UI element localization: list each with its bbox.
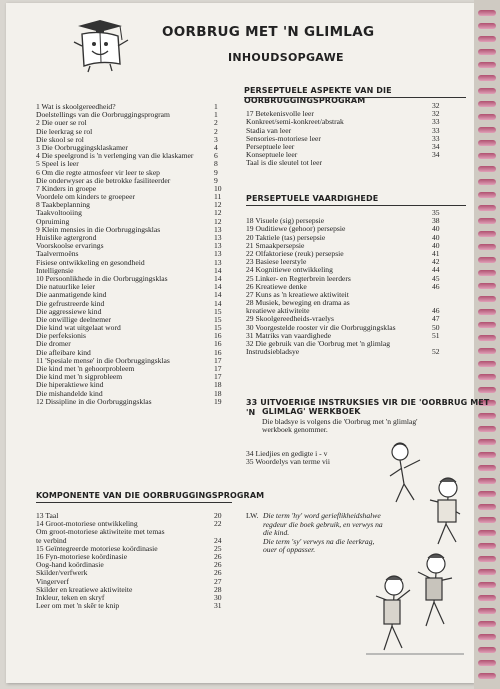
toc-entry-title: Vingerverf [36,576,69,586]
toc-entry-title: kreatiewe aktiwiteite [246,306,310,316]
toc-entry-page: 4 [214,142,218,152]
toc-entry-page: 13 [214,257,222,267]
toc-entry-page: 12 [214,208,222,218]
toc-entry-page: 18 [214,388,222,398]
toc-entry-title: Konseptuele leer [246,150,298,160]
toc-entry-page: 9 [214,175,218,185]
toc-entry-page: 13 [214,233,222,242]
toc-entry-title: Taakvoltooiing [36,208,82,218]
toc-entry-page: 12 [214,216,222,226]
spiral-ring [478,634,496,640]
toc-entry-title: 15 Geïntegreerde motoriese koördinasie [36,543,158,553]
toc-entry-title: 11 'Spesiale mense' in die Oorbruggingsklas [36,355,170,365]
note-line: regdeur die boek gebruik, en verwys na [263,519,383,529]
toc-entry-title: Skilder/verfwerk [36,568,88,578]
toc-entry-page: 40 [432,232,440,242]
toc-entry-title: Die skool se rol [36,134,84,144]
toc-entry-page: 8 [214,159,218,169]
section-rule [244,97,466,98]
toc-list-left-top [36,103,226,406]
section-rule [246,205,466,206]
toc-entry-title: 10 Persoonlikhede in die Oorbruggingsklas [36,273,168,283]
toc-entry-page: 3 [214,134,218,144]
toc-entry-page: 6 [214,151,218,161]
toc-entry-title: Instrudsiebladsye [246,347,300,357]
toc-entry-title: Die aanmatigende kind [36,290,107,300]
spiral-ring [478,153,496,159]
toc-entry-title: Oog-hand koördinasie [36,560,104,570]
toc-entry-page: 13 [214,241,222,251]
toc-entry-page: 34 [432,141,440,151]
toc-entry-title: 22 Olfaktoriese (reuk) persepsie [246,248,344,258]
toc-entry-title: Skilder en kreatiewe aktiwiteite [36,584,133,594]
note-line: Die term 'sy' verwys na die leerkrag, [263,536,375,546]
toc-entry-page: 27 [214,576,222,586]
toc-entry-title: 5 Speel is leer [36,159,79,169]
toc-entry-page: 46 [432,306,440,316]
spiral-ring [478,465,496,471]
toc-entry-title: 13 Taal [36,511,59,520]
spiral-ring [478,647,496,653]
toc-list-right-mid [246,209,444,356]
toc-entry-title: Voorskoolse ervarings [36,241,104,251]
spiral-ring [478,673,496,679]
toc-entry-title: 2 Die ouer se rol [36,118,87,128]
toc-entry-title: Die aggressiewe kind [36,306,102,316]
toc-entry-title: 35 Woordelys van terme vii [246,457,331,467]
toc-entry-page: 20 [214,511,222,520]
toc-entry-page: 13 [214,249,222,259]
spiral-ring [478,231,496,237]
children-illustration [360,440,470,670]
spiral-ring [478,426,496,432]
toc-list-left-bottom [36,512,226,610]
toc-entry-title: Intelligensie [36,265,74,275]
toc-entry-title: 9 Klein mensies in die Oorbruggingsklas [36,224,161,234]
toc-entry-title: 4 Die speelgrond is 'n verlenging van die klaskamer [36,151,194,161]
toc-entry-title: Fisiese ontwikkeling en gesondheid [36,257,145,267]
spiral-ring [478,595,496,601]
toc-entry-page: 46 [432,281,440,291]
toc-entry-title: Sensories-motoriese leer [246,133,321,143]
toc-entry-page: 50 [432,322,440,332]
instruksies-text [262,418,462,434]
spiral-ring [478,621,496,627]
toc-entry-title: 16 Fyn-motoriese koördinasie [36,551,128,561]
spiral-ring [478,10,496,16]
toc-entry-page: 30 [214,592,222,602]
spiral-ring [478,569,496,575]
toc-entry-page: 25 [214,543,222,553]
toc-entry-title: Voordele om kinders te groepeer [36,192,135,202]
toc-entry-page: 51 [432,330,440,340]
section-rule [36,502,232,503]
spiral-ring [478,192,496,198]
spiral-ring [478,23,496,29]
spiral-ring [478,361,496,367]
toc-entry-page: 19 [214,396,222,406]
toc-entry-page: 26 [214,568,222,578]
toc-entry-title: Die kind met 'n sigprobleem [36,372,123,382]
instruksies-line: werkboek genommer. [262,425,328,435]
toc-entry-page: 16 [214,339,222,349]
section-heading-instruksies-line2: GLIMLAG' WERKBOEK [262,407,361,416]
toc-entry-page: 11 [214,192,222,202]
toc-entry-title: 30 Voorgestelde rooster vir die Oorbruggingsklas [246,322,396,332]
toc-entry-page: 2 [214,126,218,136]
toc-entry-title: Die gefrustreerde kind [36,298,105,308]
note-line: ouer of oppasser. [263,545,316,555]
spiral-ring [478,582,496,588]
toc-entry-page: 9 [214,167,218,177]
toc-row [36,602,226,610]
toc-entry-page: 28 [214,584,222,594]
spiral-ring [478,270,496,276]
toc-entry-page: 18 [214,380,222,390]
spiral-ring [478,322,496,328]
spiral-ring [478,491,496,497]
toc-entry-title: 32 Die gebruik van die 'Oorbrug met 'n glimlag [246,339,391,348]
toc-entry-page: 26 [214,560,222,570]
toc-entry-page: 32 [432,109,440,119]
toc-entry-page: 15 [214,306,222,316]
spiral-ring [478,478,496,484]
toc-entry-title: 1 Wat is skoolgereedheid? [36,102,116,111]
toc-entry-title: Die onwillige deelnemer [36,314,112,324]
toc-entry-title: 3 Die Oorbruggingsklaskamer [36,142,128,152]
spiral-ring [478,244,496,250]
toc-entry-title: Die natuurlike leier [36,282,96,292]
toc-entry-title: 7 Kinders in groepe [36,183,97,193]
toc-entry-title: Die dromer [36,339,71,349]
toc-entry-page: 16 [214,331,222,341]
spiral-ring [478,543,496,549]
toc-entry-title: Huislike agtergrond [36,233,97,242]
toc-entry-title: Die mishandelde kind [36,388,103,398]
toc-entry-page: 2 [214,118,218,128]
toc-entry-title: 24 Kognitiewe ontwikkeling [246,265,333,275]
toc-entry-title: Die afleibare kind [36,347,91,357]
toc-entry-title: 21 Smaakpersepsie [246,240,305,250]
toc-row [246,159,444,167]
toc-entry-page: 52 [432,347,440,357]
spiral-ring [478,517,496,523]
toc-entry-page: 32 [432,101,440,110]
toc-entry-page: 24 [214,535,222,545]
toc-entry-title: Die perfeksionis [36,331,86,341]
spiral-ring [478,309,496,315]
toc-entry-page: 31 [214,601,222,611]
note-label: LW. [246,511,259,520]
toc-entry-page: 40 [432,240,440,250]
spiral-ring [478,296,496,302]
spiral-ring [478,374,496,380]
section-heading-perseptuele-aspekte: PERSEPTUELE ASPEKTE VAN DIE OORBRUGGINGSPROGRAM [244,86,392,105]
toc-entry-title: Die kind met 'n gehoorprobleem [36,364,135,373]
toc-entry-title: 23 Basiese leerstyle [246,257,307,267]
toc-entry-page: 34 [432,150,440,160]
toc-entry-page: 47 [432,314,440,324]
toc-entry-title: 12 Dissipline in die Oorbruggingsklas [36,396,152,406]
section-heading-vaardighede: PERSEPTUELE VAARDIGHEDE [246,194,379,203]
toc-entry-page: 16 [214,347,222,357]
toc-entry-page: 44 [432,265,440,275]
instruksies-line: Die bladsye is volgens die 'Oorbrug met 'n glimlag' [262,417,418,426]
spiral-ring [478,348,496,354]
toc-entry-title: Opruiming [36,216,70,226]
toc-entry-page: 26 [214,551,222,561]
toc-entry-page: 22 [214,519,222,529]
toc-entry-title: Stadia van leer [246,125,292,135]
toc-entry-page: 33 [432,117,440,127]
toc-entry-title: 18 Visuele (sig) persepsie [246,216,325,226]
toc-entry-page: 33 [432,133,440,143]
toc-entry-page: 15 [214,323,222,333]
spiral-ring [478,75,496,81]
spiral-ring [478,166,496,172]
toc-row [246,348,444,356]
toc-entry-page: 41 [432,248,440,258]
toc-entry-page: 17 [214,355,222,365]
toc-entry-page: 13 [214,224,222,234]
page-title: OORBRUG MET 'N GLIMLAG [162,24,375,40]
spiral-ring [478,127,496,133]
toc-entry-page: 33 [432,125,440,135]
spiral-ring [478,660,496,666]
page-subtitle: INHOUDSOPGAWE [228,51,344,64]
toc-entry-page: 38 [432,216,440,226]
toc-entry-title: Om groot-motoriese aktiwiteite met temas [36,527,165,537]
toc-entry-title: Doelstellings van die Oorbruggingsprogram [36,110,170,120]
toc-entry-title: 17 Betekenisvolle leer [246,109,314,119]
spiral-ring [478,504,496,510]
note-line: Die term 'hy' word gerieflikheidshalwe [263,511,381,520]
spiral-ring [478,36,496,42]
toc-entry-page: 14 [214,282,222,292]
section-heading-instruksies: 33 UITVOERIGE INSTRUKSIES VIR DIE 'OORBRUG MET 'N [246,398,490,417]
toc-entry-title: Die kind wat uitgelaat word [36,323,121,333]
toc-entry-page: 15 [214,314,222,324]
spiral-ring [478,49,496,55]
spiral-ring [478,114,496,120]
spiral-ring [478,140,496,146]
spiral-ring [478,205,496,211]
toc-entry-page: 14 [214,273,222,283]
note-line: die kind. [263,528,290,538]
toc-entry-page: 12 [214,200,222,210]
toc-entry-title: Taal is die sleutel tot leer [246,158,323,168]
toc-entry-page: 14 [214,298,222,308]
spiral-ring [478,608,496,614]
toc-entry-title: Taalvermoëns [36,249,79,259]
spiral-ring [478,530,496,536]
toc-entry-page: 40 [432,224,440,234]
spiral-ring [478,218,496,224]
toc-entry-title: Die hiperaktiewe kind [36,380,104,390]
toc-entry-page: 10 [214,183,222,193]
toc-entry-title: 6 Om die regte atmosfeer vir leer te skep [36,167,160,177]
toc-entry-title: 27 Kuns as 'n kreatiewe aktiwiteit [246,289,349,299]
toc-entry-page: 17 [214,372,222,382]
spiral-ring [478,439,496,445]
spiral-ring [478,335,496,341]
spiral-ring [478,387,496,393]
toc-row [36,398,226,406]
toc-entry-title: Leer om met 'n skêr te knip [36,601,120,611]
toc-entry-title: 29 Skoolgereedheids-vraelys [246,314,334,324]
toc-entry-title: Die onderwyser as die betrokke fasiliteerder [36,175,171,185]
spiral-ring [478,556,496,562]
toc-entry-page: 1 [214,110,218,120]
toc-entry-page: 14 [214,265,222,275]
toc-entry-page: 45 [432,273,440,283]
toc-list-right-top [246,102,444,168]
spiral-ring [478,283,496,289]
toc-entry-title: te verbind [36,535,67,545]
toc-entry-page: 42 [432,257,440,267]
section-heading-komponente: KOMPONENTE VAN DIE OORBRUGGINGSPROGRAM [36,491,265,500]
spiral-ring [478,257,496,263]
spiral-ring [478,452,496,458]
toc-entry-title: Die leerkrag se rol [36,126,93,136]
toc-entry-title: 14 Groot-motoriese ontwikkeling [36,519,138,529]
toc-entry-title: 26 Kreatiewe denke [246,281,307,291]
toc-entry-page: 14 [214,290,222,300]
toc-entry-page: 1 [214,102,218,111]
toc-entry-page: 17 [214,364,222,373]
toc-entry-page: 35 [432,208,440,217]
book-mascot-illustration [70,16,138,74]
spiral-ring [478,62,496,68]
toc-entry-title: 25 Linker- en Regterbrein leerders [246,273,351,283]
toc-entry-title: 31 Matriks van vaardighede [246,330,331,340]
toc-entry-title: 28 Musiek, beweging en drama as [246,298,350,308]
toc-entry-title: 34 Liedjies en gedigte i - v [246,449,328,458]
toc-entry-title: 20 Taktiele (tas) persepsie [246,232,326,242]
toc-entry-title: 19 Ouditiewe (gehoor) persepsie [246,224,346,234]
toc-entry-title: 8 Taakbeplanning [36,200,90,210]
spiral-ring [478,179,496,185]
toc-entry-title: Konkreet/semi-konkreet/abstrak [246,117,344,127]
toc-entry-title: Perseptuele leer [246,141,295,151]
toc-entry-title: Inkleur, teken en skryf [36,592,105,602]
